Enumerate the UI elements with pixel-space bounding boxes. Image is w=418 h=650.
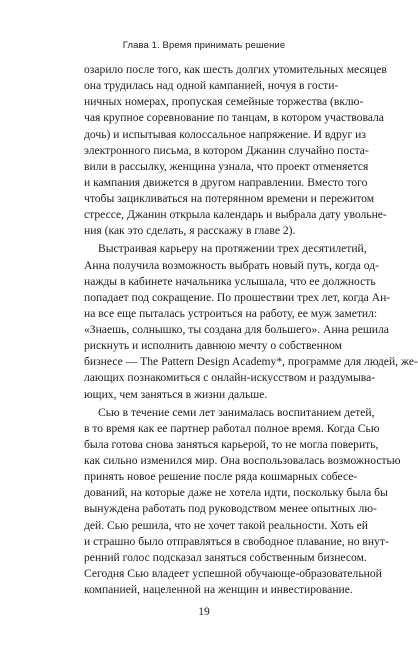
text-line: ренний голос подсказал заняться собственным бизнесом.: [84, 550, 367, 564]
text-line: дований, на которые даже не хотела идти, поскольку была бы: [84, 486, 388, 500]
text-line: Сегодня Сью владеет успешной обучающе-образовательной: [84, 566, 382, 580]
text-line: озарило после того, как шесть долгих утомительных месяцев: [84, 63, 387, 76]
page-number: 19: [198, 606, 210, 618]
text-line: и страшно было отправляться в свободное плавание, но внут-: [84, 534, 389, 548]
text-line: ничных номерах, пропуская семейные торжества (вклю-: [84, 95, 364, 109]
text-line: чтобы зацикливаться на потерянном времени и пережитом: [84, 192, 375, 205]
text-line: и кампания движется в другом направлении. Вместо того: [84, 175, 368, 189]
text-line: ния (как это сделать, я расскажу в главе 2).: [84, 224, 296, 238]
text-line: как сильно изменился мир. Она воспользовалась возможностью: [84, 454, 401, 467]
text-line: была готова снова заняться карьерой, то не могла поверить,: [84, 437, 379, 451]
text-line: вынуждена работать под руководством менее опытных лю-: [84, 502, 377, 516]
text-line: лающих познакомиться с онлайн-искусством и раздумыва-: [84, 371, 376, 385]
text-line: ющих, чем заняться в жизни дальше.: [84, 387, 268, 401]
text-line: рискнуть и исполнить давнюю мечту о собственном: [84, 339, 342, 353]
text-line: Анна получила возможность выбрать новый путь, когда од-: [84, 258, 380, 272]
text-line: в то время как ее партнер работал полное время. Когда Сью: [84, 421, 380, 435]
text-line: нажды в кабинете начальника услышала, что ее должность: [84, 274, 376, 288]
text-line: дей. Сью решила, что не хочет такой реальности. Хоть ей: [84, 518, 369, 532]
text-line: «Знаешь, солнышко, ты создана для большего». Анна решила: [84, 323, 389, 336]
text-line: Сью в течение семи лет занималась воспитанием детей,: [98, 405, 375, 419]
chapter-header: Глава 1. Время принимать решение: [122, 40, 286, 51]
text-line: на все еще пыталась устроиться на работу, ее муж заметил:: [84, 306, 378, 320]
text-line: она трудилась над одной кампанией, ночуя в гости-: [84, 79, 339, 93]
text-line: попадает под сокращение. По прошествии трех лет, когда Ан-: [84, 290, 391, 304]
text-line: принять новое решение после ряда кошмарных собесе-: [84, 470, 358, 484]
text-line: бизнесе — The Pattern Design Academy*, программе для людей, же-: [84, 355, 418, 369]
text-line: дочь) и испытывая колоссальное напряжение. И вдруг из: [84, 127, 366, 141]
text-line: электронного письма, в котором Джанин случайно поста-: [84, 143, 369, 157]
text-line: чая крупное соревнование по танцам, в котором участвовала: [84, 111, 384, 125]
text-line: вили в рассылку, женщина узнала, что проект отменяется: [84, 159, 369, 173]
text-line: Выстраивая карьеру на протяжении трех десятилетий,: [98, 242, 367, 256]
text-line: компанией, нацеленной на женщин и инвестирование.: [84, 583, 353, 596]
text-line: стрессе, Джанин открыла календарь и выбрала дату увольне-: [84, 208, 387, 222]
